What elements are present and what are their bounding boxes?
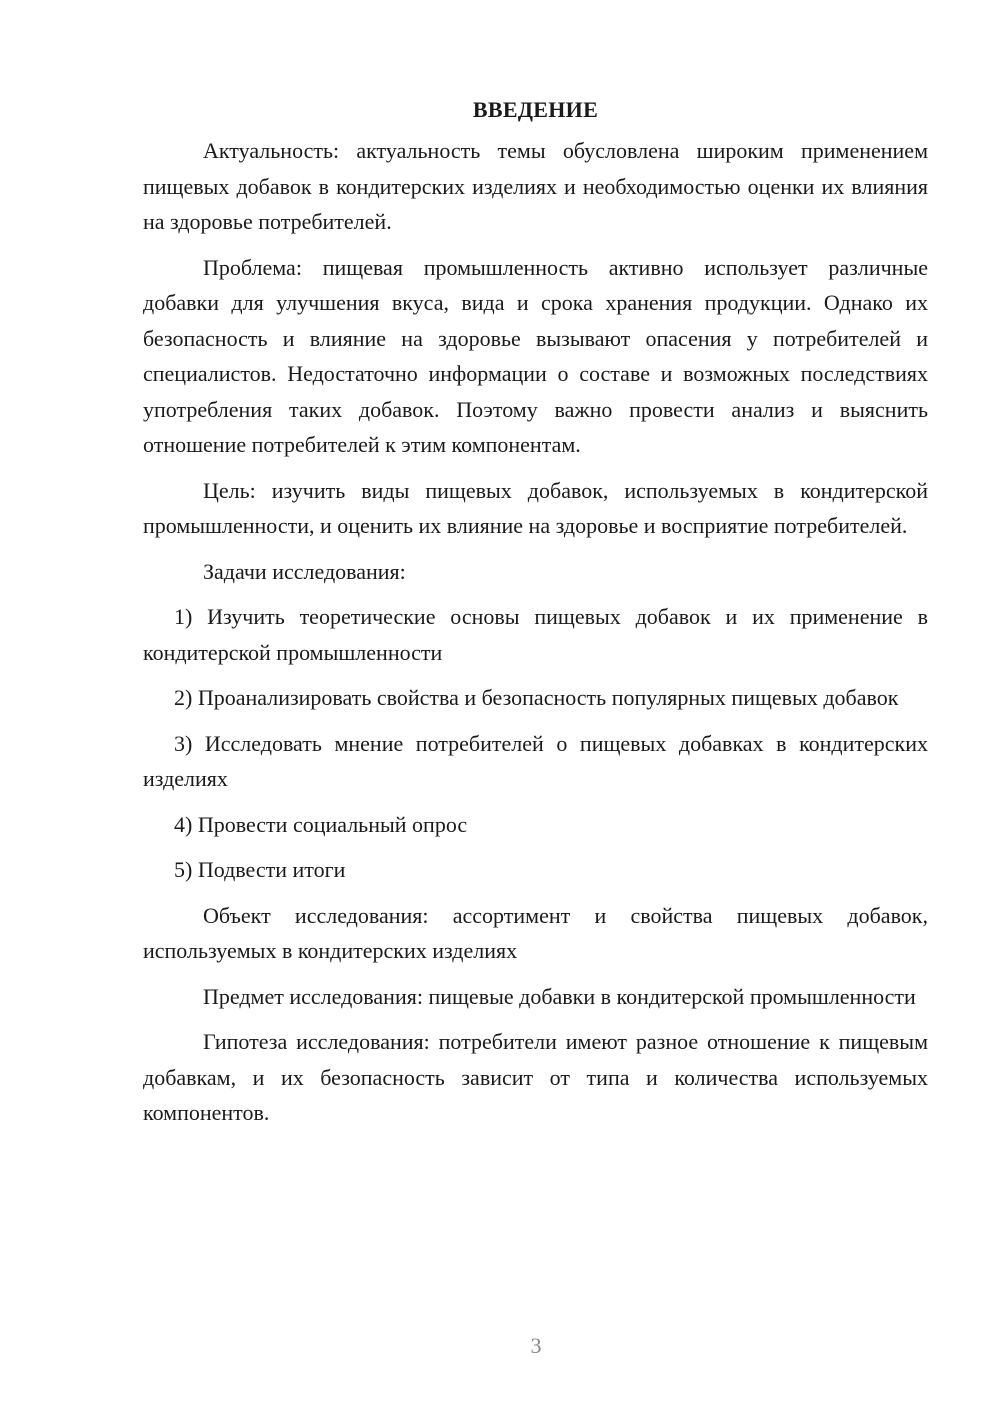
paragraph-hypothesis: Гипотеза исследования: потребители имеют разное отношение к пищевым добавкам, и их безопасность зависит от типа и количества используемых компонентов. — [143, 1029, 928, 1125]
task-item-1: 1) Изучить теоретические основы пищевых добавок и их применение в кондитерской промышленности — [143, 604, 928, 665]
document-page — [143, 92, 928, 1141]
task-item-5: 5) Подвести итоги — [174, 857, 346, 882]
paragraph-tasks-heading: Задачи исследования: — [203, 558, 406, 584]
paragraph-object: Объект исследования: ассортимент и свойства пищевых добавок, используемых в кондитерских изделиях — [143, 902, 928, 963]
task-item-2: 2) Проанализировать свойства и безопасность популярных пищевых добавок — [174, 685, 899, 710]
paragraph-subject: Предмет исследования: пищевые добавки в кондитерской промышленности — [203, 983, 916, 1009]
paragraph-relevance: Актуальность: актуальность темы обусловлена широким применением пищевых добавок в кондитерских изделиях и необходимостью оценки их влияния на здоровье потребителей. — [143, 138, 928, 234]
page-number: 3 — [530, 1333, 542, 1358]
task-item-3: 3) Исследовать мнение потребителей о пищевых добавках в кондитерских изделиях — [143, 730, 928, 791]
task-item-4: 4) Провести социальный опрос — [174, 811, 468, 837]
page-title: ВВЕДЕНИЕ — [472, 97, 599, 122]
paragraph-problem: Проблема: пищевая промышленность активно использует различные добавки для улучшения вкуса, вида и срока хранения продукции. Однако их безопасность и влияние на здоровье вызывают опасения у потребителей и специалистов. Недостаточно информации о составе и возможных последствиях употребления таких добавок. Поэтому важно провести анализ и выяснить отношение потребителей к этим компонентам. — [143, 254, 928, 457]
paragraph-goal: Цель: изучить виды пищевых добавок, используемых в кондитерской промышленности, и оценить их влияние на здоровье и восприятие потребителей. — [143, 477, 928, 538]
